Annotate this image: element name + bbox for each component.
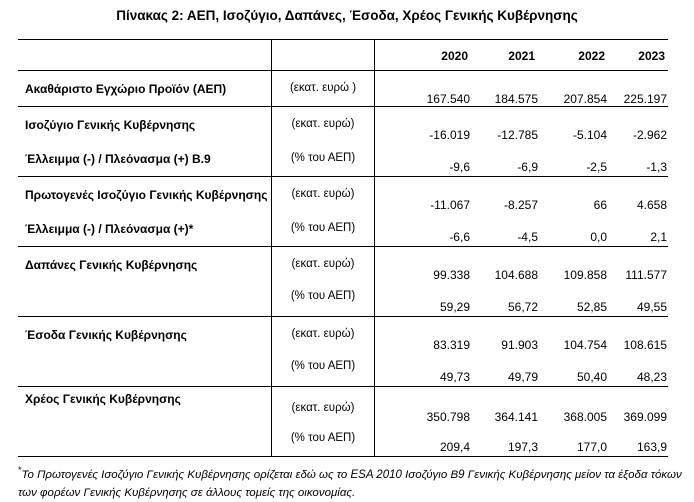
header-divider: [18, 70, 668, 71]
pct-cell: 50,40: [576, 370, 607, 384]
year-header: 2022: [578, 49, 605, 63]
column-divider: [271, 39, 272, 457]
pct-cell: 2,1: [650, 230, 667, 244]
value-cell: 364.141: [494, 410, 538, 424]
row-label: Δαπάνες Γενικής Κυβέρνησης: [25, 258, 198, 272]
row-unit: (εκατ. ευρώ): [291, 188, 355, 200]
value-cell: -5.104: [572, 128, 607, 142]
row-subunit: (% του ΑΕΠ): [290, 360, 356, 372]
pct-cell: 49,73: [439, 370, 470, 384]
row-subunit: (% του ΑΕΠ): [290, 152, 356, 164]
value-cell: -2.962: [632, 128, 667, 142]
value-cell: 91.903: [501, 338, 538, 352]
row-divider: [18, 316, 668, 317]
row-label: Πρωτογενές Ισοζύγιο Γενικής Κυβέρνησης: [25, 188, 268, 202]
footnote: [18, 461, 683, 502]
pct-cell: -6,6: [449, 230, 470, 244]
pct-cell: 49,55: [636, 300, 667, 314]
row-unit: (εκατ. ευρώ): [291, 328, 355, 340]
pct-cell: -4,5: [517, 230, 538, 244]
pct-cell: 56,72: [507, 300, 538, 314]
row-unit: (εκατ. ευρώ): [291, 118, 355, 130]
value-cell: -16.019: [429, 128, 470, 142]
value-cell: 104.688: [494, 268, 538, 282]
value-cell: 369.099: [623, 410, 667, 424]
table-top-border: [18, 39, 668, 40]
row-divider: [18, 246, 668, 247]
value-cell: 207.854: [563, 92, 607, 106]
pct-cell: 209,4: [439, 440, 470, 454]
row-label: Έσοδα Γενικής Κυβέρνησης: [25, 328, 187, 342]
pct-cell: -9,6: [449, 160, 470, 174]
value-cell: -8.257: [503, 198, 538, 212]
value-cell: 184.575: [494, 92, 538, 106]
table-title: Πίνακας 2: ΑΕΠ, Ισοζύγιο, Δαπάνες, Έσοδα, Χρέος Γενικής Κυβέρνησης: [116, 8, 578, 23]
value-cell: 108.615: [623, 338, 667, 352]
value-cell: 111.577: [625, 268, 667, 282]
row-unit: (εκατ. ευρώ): [291, 402, 355, 414]
row-divider: [18, 106, 668, 107]
value-cell: 225.197: [623, 92, 667, 106]
pct-cell: 59,29: [439, 300, 470, 314]
row-divider: [18, 176, 668, 177]
row-subunit: (% του ΑΕΠ): [290, 290, 356, 302]
value-cell: 368.005: [563, 410, 607, 424]
row-label: Χρέος Γενικής Κυβέρνησης: [25, 392, 181, 406]
row-sublabel: Έλλειμμα (-) / Πλεόνασμα (+)*: [25, 222, 194, 236]
pct-cell: 177,0: [576, 440, 607, 454]
year-header: 2021: [508, 49, 535, 63]
value-cell: -11.067: [430, 198, 470, 212]
table-bottom-border: [18, 456, 668, 457]
row-label: Ακαθάριστο Εγχώριο Προϊόν (ΑΕΠ): [25, 82, 227, 96]
row-subunit: (% του ΑΕΠ): [290, 432, 356, 444]
pct-cell: 197,3: [507, 440, 538, 454]
pct-cell: 49,79: [507, 370, 538, 384]
footnote-text: Το Πρωτογενές Ισοζύγιο Γενικής Κυβέρνησης ορίζεται εδώ ως το ESA 2010 Ισοζύγιο Β9 Γενικής Κυβέρνησης μείον τα έξοδα τόκων των φορέων Γενικής Κυβέρνησης σε άλλους τομείς της οικονομίας.: [18, 468, 682, 499]
value-cell: 66: [593, 198, 607, 212]
value-cell: 4.658: [636, 198, 667, 212]
column-divider: [374, 39, 375, 457]
pct-cell: -2,5: [586, 160, 607, 174]
value-cell: 350.798: [426, 410, 470, 424]
pct-cell: 163,9: [636, 440, 667, 454]
value-cell: 99.338: [433, 268, 470, 282]
value-cell: 83.319: [433, 338, 470, 352]
pct-cell: -6,9: [517, 160, 538, 174]
value-cell: 109.858: [563, 268, 607, 282]
row-divider: [18, 386, 668, 387]
row-subunit: (% του ΑΕΠ): [290, 222, 356, 234]
row-label: Ισοζύγιο Γενικής Κυβέρνησης: [25, 118, 196, 132]
value-cell: -12.785: [497, 128, 538, 142]
year-header: 2020: [441, 49, 468, 63]
footnote-marker: *: [18, 465, 22, 475]
pct-cell: -1,3: [646, 160, 667, 174]
pct-cell: 0,0: [590, 230, 607, 244]
row-unit: (εκατ. ευρώ ): [289, 82, 357, 94]
row-sublabel: Έλλειμμα (-) / Πλεόνασμα (+) Β.9: [25, 152, 211, 166]
pct-cell: 48,23: [636, 370, 667, 384]
pct-cell: 52,85: [576, 300, 607, 314]
year-header: 2023: [638, 49, 665, 63]
value-cell: 104.754: [563, 338, 607, 352]
value-cell: 167.540: [426, 92, 470, 106]
row-unit: (εκατ. ευρώ): [291, 258, 355, 270]
